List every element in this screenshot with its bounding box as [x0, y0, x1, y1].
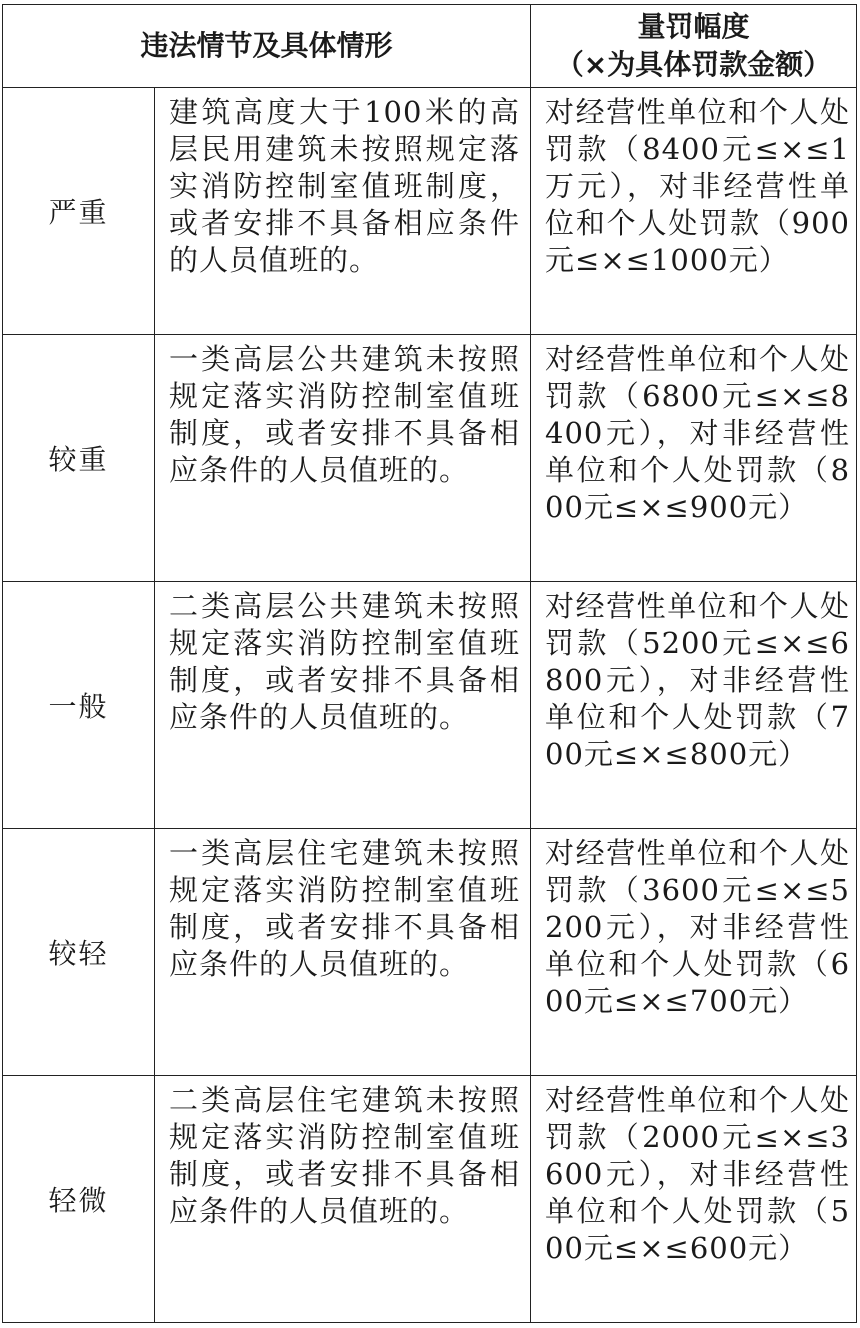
table-row — [3, 88, 857, 335]
table-row — [3, 829, 857, 1076]
header-penalty-note: （×为具体罚款金额） — [555, 48, 832, 81]
penalty-range: 对经营性单位和个人处罚款（8400元≤×≤1万元），对非经营性单位和个人处罚款（900元≤×≤1000元） — [545, 95, 851, 277]
violation-description-cell — [155, 829, 531, 1076]
severity-level: 一般 — [3, 582, 155, 829]
penalty-range-cell — [531, 582, 857, 829]
violation-description-cell — [155, 335, 531, 582]
table-row — [3, 582, 857, 829]
header-penalty-title: 量罚幅度 — [637, 10, 750, 43]
violation-description: 一类高层公共建筑未按照规定落实消防控制室值班制度，或者安排不具备相应条件的人员值班的。 — [169, 342, 521, 487]
table-row — [3, 335, 857, 582]
penalty-range: 对经营性单位和个人处罚款（5200元≤×≤6800元），对非经营性单位和个人处罚款（700元≤×≤800元） — [545, 589, 851, 771]
header-penalty-range — [531, 5, 857, 88]
penalty-range-cell — [531, 1076, 857, 1323]
violation-description: 建筑高度大于100米的高层民用建筑未按照规定落实消防控制室值班制度，或者安排不具备相应条件的人员值班的。 — [169, 95, 521, 277]
violation-description: 一类高层住宅建筑未按照规定落实消防控制室值班制度，或者安排不具备相应条件的人员值班的。 — [169, 836, 521, 981]
penalty-range: 对经营性单位和个人处罚款（3600元≤×≤5200元），对非经营性单位和个人处罚款（600元≤×≤700元） — [545, 836, 851, 1018]
violation-description-cell — [155, 1076, 531, 1323]
severity-level: 较轻 — [3, 829, 155, 1076]
severity-level: 较重 — [3, 335, 155, 582]
header-violation: 违法情节及具体情形 — [3, 5, 531, 88]
violation-description-cell — [155, 88, 531, 335]
penalty-range-cell — [531, 88, 857, 335]
penalty-table — [2, 4, 857, 1323]
table-row — [3, 1076, 857, 1323]
severity-level: 严重 — [3, 88, 155, 335]
violation-description: 二类高层公共建筑未按照规定落实消防控制室值班制度，或者安排不具备相应条件的人员值班的。 — [169, 589, 521, 734]
penalty-range: 对经营性单位和个人处罚款（2000元≤×≤3600元），对非经营性单位和个人处罚款（500元≤×≤600元） — [545, 1083, 851, 1265]
severity-level: 轻微 — [3, 1076, 155, 1323]
violation-description: 二类高层住宅建筑未按照规定落实消防控制室值班制度，或者安排不具备相应条件的人员值班的。 — [169, 1083, 521, 1228]
penalty-range: 对经营性单位和个人处罚款（6800元≤×≤8400元），对非经营性单位和个人处罚款（800元≤×≤900元） — [545, 342, 851, 524]
penalty-range-cell — [531, 335, 857, 582]
violation-description-cell — [155, 582, 531, 829]
penalty-range-cell — [531, 829, 857, 1076]
table-header-row — [3, 5, 857, 88]
